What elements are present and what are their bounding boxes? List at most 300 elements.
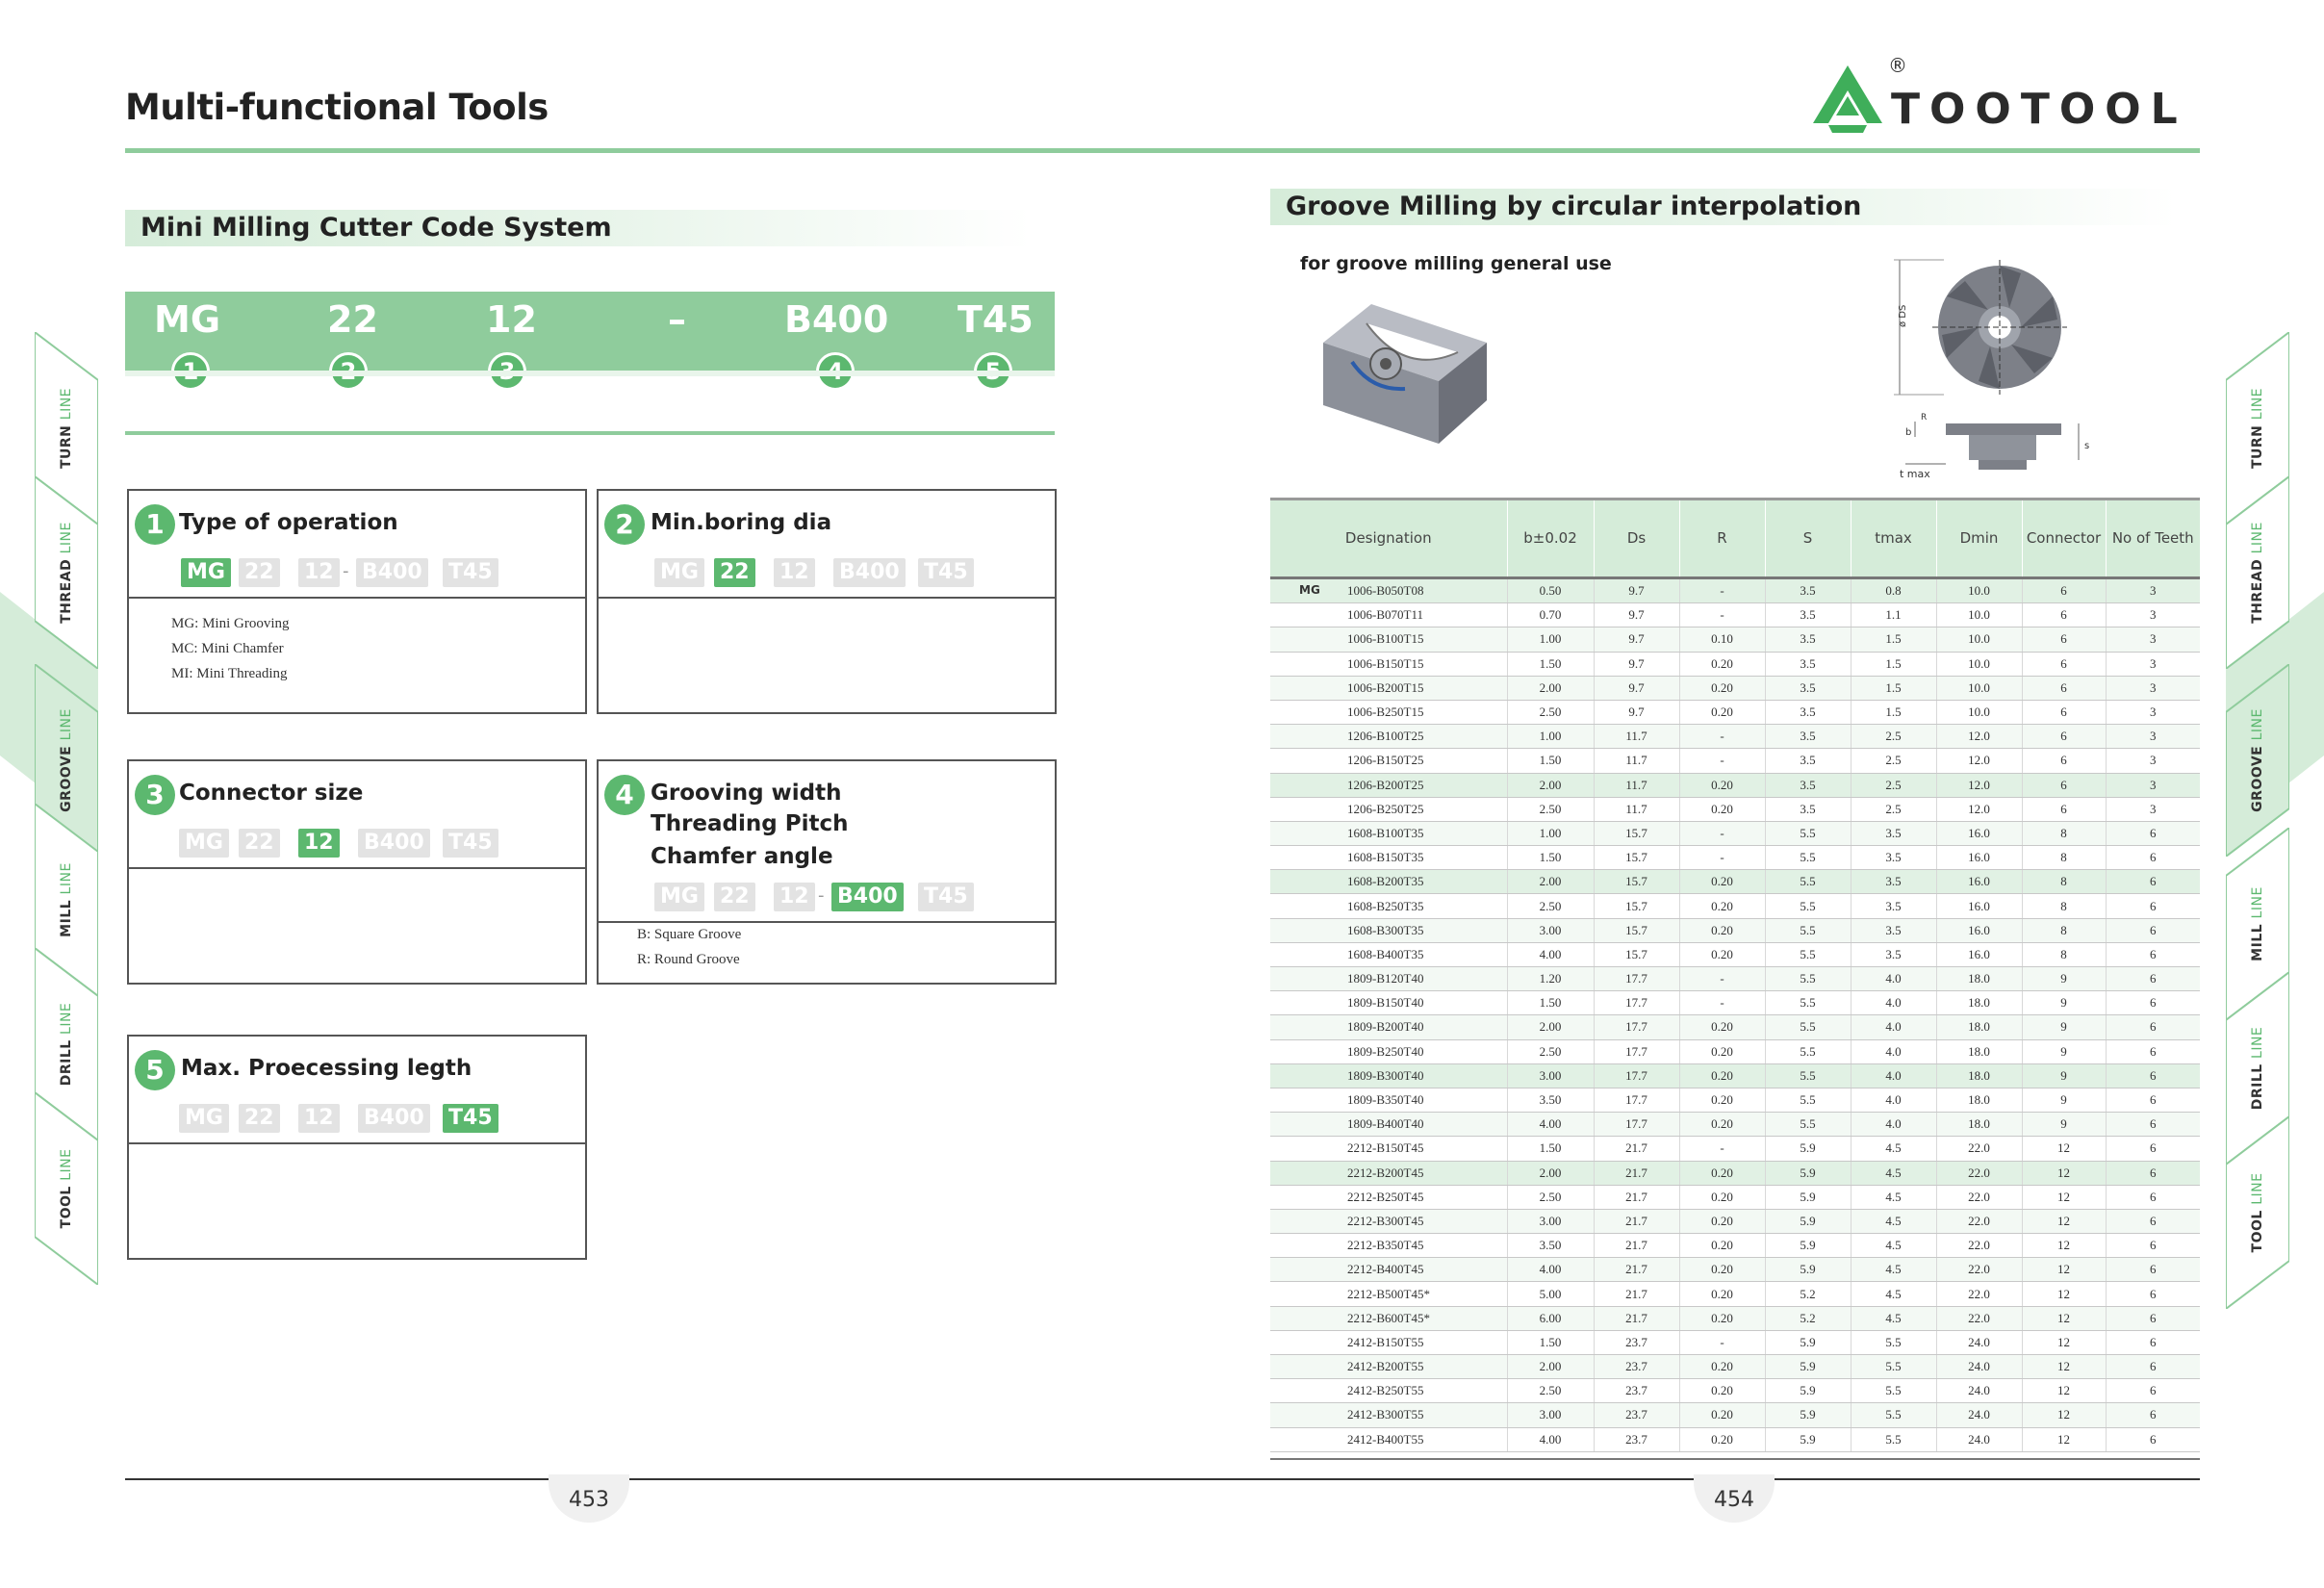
designation-cell	[1270, 991, 1507, 1015]
table-cell: 8	[2022, 846, 2106, 870]
table-cell: 18.0	[1936, 991, 2022, 1015]
table-cell: 6	[2106, 1137, 2200, 1161]
registered-mark: ®	[1888, 54, 1907, 77]
table-cell: 5.5	[1851, 1330, 1936, 1354]
table-cell: -	[1679, 967, 1765, 991]
table-cell: 12	[2022, 1379, 2106, 1403]
table-cell: 6	[2106, 1282, 2200, 1306]
table-cell: 5.5	[1765, 846, 1851, 870]
designation-cell	[1270, 578, 1507, 603]
table-cell: 16.0	[1936, 942, 2022, 966]
table-cell: 11.7	[1594, 725, 1679, 749]
table-cell: 5.5	[1765, 821, 1851, 845]
table-row	[1270, 991, 2200, 1015]
table-cell: 16.0	[1936, 870, 2022, 894]
designation-value: 2412-B150T55	[1347, 1334, 1424, 1349]
table-cell: 12	[2022, 1137, 2106, 1161]
table-cell: 21.7	[1594, 1306, 1679, 1330]
box5-divider	[129, 1142, 585, 1144]
box1-desc-1: MG: Mini Grooving	[171, 616, 290, 631]
table-cell: 9	[2022, 991, 2106, 1015]
table-cell: 5.5	[1765, 967, 1851, 991]
table-cell: 22.0	[1936, 1306, 2022, 1330]
table-cell: 4.0	[1851, 1015, 1936, 1039]
table-cell: 15.7	[1594, 846, 1679, 870]
chip-t45: T45	[918, 558, 974, 587]
table-cell: 0.20	[1679, 797, 1765, 821]
table-cell: 11.7	[1594, 773, 1679, 797]
chip-sep: -	[818, 885, 825, 906]
table-cell: 4.5	[1851, 1161, 1936, 1185]
col-header: Ds	[1594, 499, 1679, 578]
table-cell: 12	[2022, 1234, 2106, 1258]
box-grooving-width	[597, 759, 1057, 985]
table-cell: 0.20	[1679, 1234, 1765, 1258]
table-cell: 10.0	[1936, 676, 2022, 700]
table-cell: 2.00	[1507, 1161, 1594, 1185]
table-cell: 3.5	[1765, 773, 1851, 797]
side-tab-drill-left[interactable]	[35, 948, 98, 1092]
table-cell: 10.0	[1936, 700, 2022, 724]
designation-cell	[1270, 676, 1507, 700]
table-cell: 5.9	[1765, 1137, 1851, 1161]
box3-number: 3	[135, 775, 175, 815]
col-header: S	[1765, 499, 1851, 578]
table-cell: 3	[2106, 628, 2200, 652]
side-tab-mill-right[interactable]	[2226, 828, 2289, 972]
designation-cell	[1270, 700, 1507, 724]
table-cell: 9.7	[1594, 700, 1679, 724]
table-cell: 5.5	[1765, 1088, 1851, 1112]
chip-b400: B400	[358, 829, 430, 858]
side-tab-label: TOOL LINE	[2250, 1172, 2265, 1253]
chip-22: 22	[239, 558, 280, 587]
table-cell: 5.5	[1765, 870, 1851, 894]
designation-value: 2212-B400T45	[1347, 1262, 1424, 1277]
box5-title: Max. Proecessing legth	[181, 1056, 472, 1081]
designation-cell	[1270, 1088, 1507, 1112]
table-cell: 2.5	[1851, 749, 1936, 773]
designation-value: 1809-B150T40	[1347, 995, 1424, 1011]
table-cell: 6	[2022, 700, 2106, 724]
table-cell: 4.0	[1851, 1063, 1936, 1088]
table-cell: 6	[2106, 894, 2200, 918]
designation-value: 2412-B250T55	[1347, 1383, 1424, 1398]
table-cell: 6	[2022, 749, 2106, 773]
table-cell: 0.20	[1679, 1161, 1765, 1185]
table-cell: 9.7	[1594, 578, 1679, 603]
designation-cell	[1270, 628, 1507, 652]
designation-cell	[1270, 1161, 1507, 1185]
table-cell: 2.5	[1851, 797, 1936, 821]
table-cell: 22.0	[1936, 1137, 2022, 1161]
chip-22: 22	[239, 1104, 280, 1133]
table-cell: 3.5	[1765, 725, 1851, 749]
table-cell: 0.20	[1679, 700, 1765, 724]
table-cell: 23.7	[1594, 1330, 1679, 1354]
table-cell: 9	[2022, 1039, 2106, 1063]
table-cell: 1.50	[1507, 749, 1594, 773]
designation-value: 2212-B600T45*	[1347, 1310, 1430, 1325]
table-cell: 6	[2106, 1234, 2200, 1258]
table-cell: 6	[2106, 1355, 2200, 1379]
table-cell: 6	[2106, 1306, 2200, 1330]
designation-cell	[1270, 1039, 1507, 1063]
table-cell: 2.00	[1507, 773, 1594, 797]
designation-value: 1608-B200T35	[1347, 874, 1424, 889]
box4-title-1: Grooving width	[651, 781, 842, 806]
table-row	[1270, 942, 2200, 966]
table-cell: -	[1679, 725, 1765, 749]
table-cell: 1.20	[1507, 967, 1594, 991]
table-cell: 3.5	[1851, 870, 1936, 894]
table-cell: 10.0	[1936, 628, 2022, 652]
table-cell: 8	[2022, 894, 2106, 918]
side-tab-turn-right[interactable]	[2226, 332, 2289, 476]
col-header: Dmin	[1936, 499, 2022, 578]
table-cell: 8	[2022, 942, 2106, 966]
table-cell: 5.5	[1765, 1015, 1851, 1039]
table-cell: 22.0	[1936, 1209, 2022, 1233]
header-rule	[125, 148, 2200, 153]
table-cell: 18.0	[1936, 1063, 2022, 1088]
table-cell: 9.7	[1594, 603, 1679, 628]
page-number-right: 454	[1694, 1474, 1775, 1523]
table-cell: 4.5	[1851, 1234, 1936, 1258]
table-cell: 18.0	[1936, 1039, 2022, 1063]
table-row	[1270, 1063, 2200, 1088]
designation-cell	[1270, 870, 1507, 894]
table-cell: 11.7	[1594, 797, 1679, 821]
col-header: Designation	[1270, 499, 1507, 578]
table-cell: 5.5	[1765, 1063, 1851, 1088]
table-cell: 21.7	[1594, 1282, 1679, 1306]
table-cell: 1.50	[1507, 1137, 1594, 1161]
table-cell: 3.00	[1507, 1063, 1594, 1088]
side-tab-drill-right[interactable]	[2226, 972, 2289, 1116]
box2-divider	[599, 597, 1055, 599]
table-row	[1270, 1258, 2200, 1282]
code-token-2: 22	[327, 298, 378, 341]
tmax-label: t max	[1900, 468, 1930, 480]
table-cell: 3	[2106, 797, 2200, 821]
table-row	[1270, 578, 2200, 603]
side-tab-tool-left[interactable]	[35, 1092, 98, 1237]
table-row	[1270, 1185, 2200, 1209]
table-row	[1270, 652, 2200, 676]
table-row	[1270, 773, 2200, 797]
code-bar	[125, 292, 1055, 371]
table-cell: 1.1	[1851, 603, 1936, 628]
table-cell: 3.5	[1765, 628, 1851, 652]
chip-12: 12	[298, 558, 340, 587]
designation-value: 1608-B150T35	[1347, 850, 1424, 865]
table-cell: 16.0	[1936, 821, 2022, 845]
side-tab-groove-left[interactable]	[35, 664, 98, 812]
table-cell: 6	[2022, 797, 2106, 821]
chip-t45: T45	[443, 558, 498, 587]
table-cell: 10.0	[1936, 652, 2022, 676]
table-cell: 0.20	[1679, 1185, 1765, 1209]
table-cell: 5.5	[1765, 1039, 1851, 1063]
side-tab-tool-right[interactable]	[2226, 1116, 2289, 1261]
side-tab-label: DRILL LINE	[59, 1002, 74, 1087]
table-cell: 17.7	[1594, 1088, 1679, 1112]
side-tab-label: MILL LINE	[2250, 886, 2265, 961]
designation-value: 1006-B100T15	[1347, 631, 1424, 647]
table-bottom-rule	[1270, 1458, 2200, 1460]
designation-value: 1006-B070T11	[1347, 607, 1423, 623]
table-cell: 5.9	[1765, 1234, 1851, 1258]
page-number-left: 453	[549, 1474, 629, 1523]
chip-12: 12	[298, 829, 340, 858]
designation-value: 2212-B500T45*	[1347, 1286, 1430, 1301]
table-cell: 0.20	[1679, 652, 1765, 676]
table-cell: 3.5	[1765, 676, 1851, 700]
table-row	[1270, 1015, 2200, 1039]
table-cell: 5.00	[1507, 1282, 1594, 1306]
chip-b400: B400	[358, 1104, 430, 1133]
table-cell: 2.50	[1507, 1185, 1594, 1209]
designation-cell	[1270, 1379, 1507, 1403]
table-cell: 3.5	[1765, 603, 1851, 628]
table-cell: 5.5	[1765, 942, 1851, 966]
designation-value: 1809-B120T40	[1347, 971, 1424, 986]
table-cell: 0.8	[1851, 578, 1936, 603]
table-cell: 12.0	[1936, 797, 2022, 821]
col-header: tmax	[1851, 499, 1936, 578]
chip-mg: MG	[179, 829, 229, 858]
table-cell: 23.7	[1594, 1427, 1679, 1451]
table-cell: 12.0	[1936, 773, 2022, 797]
table-cell: 4.0	[1851, 967, 1936, 991]
table-cell: 2.5	[1851, 725, 1936, 749]
table-cell: 0.20	[1679, 918, 1765, 942]
code-token-5: T45	[958, 298, 1034, 341]
table-cell: 12.0	[1936, 725, 2022, 749]
table-cell: 0.20	[1679, 1403, 1765, 1427]
code-system-title: Mini Milling Cutter Code System	[125, 210, 1032, 246]
table-cell: 6	[2022, 578, 2106, 603]
side-tab-mill-left[interactable]	[35, 804, 98, 948]
table-cell: 0.20	[1679, 1015, 1765, 1039]
table-cell: 18.0	[1936, 1015, 2022, 1039]
side-tab-label: GROOVE LINE	[2250, 708, 2265, 812]
side-tab-thread-right[interactable]	[2226, 476, 2289, 624]
designation-cell	[1270, 1185, 1507, 1209]
table-cell: 9	[2022, 1063, 2106, 1088]
table-row	[1270, 1355, 2200, 1379]
table-row	[1270, 1306, 2200, 1330]
table-cell: 3.00	[1507, 1209, 1594, 1233]
side-tab-turn-left[interactable]	[35, 332, 98, 476]
table-cell: 12	[2022, 1161, 2106, 1185]
table-cell: 3.5	[1765, 652, 1851, 676]
table-cell: 5.9	[1765, 1161, 1851, 1185]
table-cell: 3	[2106, 676, 2200, 700]
table-cell: 12	[2022, 1258, 2106, 1282]
table-cell: 1.00	[1507, 628, 1594, 652]
table-cell: 1.50	[1507, 846, 1594, 870]
table-cell: 2.50	[1507, 1379, 1594, 1403]
table-cell: 8	[2022, 870, 2106, 894]
table-cell: 6	[2022, 725, 2106, 749]
table-cell: 0.10	[1679, 628, 1765, 652]
designation-cell	[1270, 918, 1507, 942]
table-cell: 1.5	[1851, 628, 1936, 652]
table-cell: 3.5	[1851, 918, 1936, 942]
usage-caption: for groove milling general use	[1300, 253, 1612, 274]
table-cell: 21.7	[1594, 1161, 1679, 1185]
side-tab-thread-left[interactable]	[35, 476, 98, 624]
table-cell: 0.20	[1679, 1355, 1765, 1379]
table-cell: 22.0	[1936, 1282, 2022, 1306]
table-cell: 15.7	[1594, 918, 1679, 942]
table-cell: 12	[2022, 1306, 2106, 1330]
designation-cell	[1270, 1427, 1507, 1451]
designation-value: 1006-B250T15	[1347, 704, 1424, 720]
table-cell: -	[1679, 1330, 1765, 1354]
table-row	[1270, 749, 2200, 773]
table-row	[1270, 870, 2200, 894]
table-cell: 1.50	[1507, 1330, 1594, 1354]
chip-t45: T45	[918, 883, 974, 911]
table-cell: 0.20	[1679, 773, 1765, 797]
table-cell: 5.5	[1851, 1355, 1936, 1379]
table-cell: 3	[2106, 700, 2200, 724]
workpiece-illustration	[1314, 285, 1496, 448]
table-row	[1270, 1161, 2200, 1185]
table-cell: 1.50	[1507, 991, 1594, 1015]
side-tab-label: DRILL LINE	[2250, 1026, 2265, 1111]
table-cell: 4.5	[1851, 1282, 1936, 1306]
table-cell: 9	[2022, 1113, 2106, 1137]
designation-cell	[1270, 725, 1507, 749]
table-cell: 3.5	[1765, 700, 1851, 724]
table-cell: 17.7	[1594, 991, 1679, 1015]
table-cell: 4.0	[1851, 1113, 1936, 1137]
code-token-1: MG	[154, 298, 221, 341]
table-cell: 6	[2022, 628, 2106, 652]
designation-value: 1809-B250T40	[1347, 1043, 1424, 1059]
table-cell: 2.00	[1507, 870, 1594, 894]
table-cell: 1.00	[1507, 821, 1594, 845]
table-cell: 0.20	[1679, 1063, 1765, 1088]
table-cell: 15.7	[1594, 894, 1679, 918]
designation-value: 1206-B100T25	[1347, 729, 1424, 744]
table-cell: 3.5	[1851, 821, 1936, 845]
table-cell: 6	[2106, 846, 2200, 870]
table-cell: 5.9	[1765, 1427, 1851, 1451]
specification-table	[1270, 498, 2200, 1452]
table-cell: -	[1679, 991, 1765, 1015]
chip-t45: T45	[443, 1104, 498, 1133]
table-cell: 23.7	[1594, 1403, 1679, 1427]
table-cell: 3.50	[1507, 1088, 1594, 1112]
chip-b400: B400	[831, 883, 904, 911]
table-cell: 17.7	[1594, 1039, 1679, 1063]
footer-rule	[125, 1478, 2200, 1480]
side-tab-label: MILL LINE	[59, 862, 74, 937]
table-cell: 3.00	[1507, 918, 1594, 942]
page-title: Multi-functional Tools	[125, 87, 549, 128]
designation-value: 1809-B400T40	[1347, 1116, 1424, 1132]
table-cell: 2.50	[1507, 797, 1594, 821]
box1-desc-2: MC: Mini Chamfer	[171, 641, 284, 656]
table-cell: 3.5	[1765, 749, 1851, 773]
table-cell: 17.7	[1594, 1113, 1679, 1137]
designation-cell	[1270, 894, 1507, 918]
designation-cell	[1270, 1282, 1507, 1306]
table-cell: -	[1679, 578, 1765, 603]
chip-mg: MG	[654, 883, 704, 911]
table-cell: 6	[2106, 1088, 2200, 1112]
table-cell: 3.50	[1507, 1234, 1594, 1258]
table-cell: 3.5	[1851, 894, 1936, 918]
box4-divider	[599, 921, 1055, 923]
table-cell: 12	[2022, 1427, 2106, 1451]
table-row	[1270, 846, 2200, 870]
table-cell: 24.0	[1936, 1379, 2022, 1403]
table-cell: 4.5	[1851, 1306, 1936, 1330]
table-cell: 0.20	[1679, 1258, 1765, 1282]
designation-cell	[1270, 1063, 1507, 1088]
groove-milling-title: Groove Milling by circular interpolation	[1270, 189, 2177, 225]
col-header: b±0.02	[1507, 499, 1594, 578]
table-cell: 6.00	[1507, 1306, 1594, 1330]
table-cell: 2.00	[1507, 1355, 1594, 1379]
table-cell: 10.0	[1936, 578, 2022, 603]
chip-22: 22	[714, 883, 755, 911]
box4-desc-2: R: Round Groove	[637, 952, 740, 967]
r-label: R	[1921, 413, 1928, 423]
table-cell: 6	[2106, 1258, 2200, 1282]
table-row	[1270, 967, 2200, 991]
table-cell: 18.0	[1936, 967, 2022, 991]
designation-cell	[1270, 1355, 1507, 1379]
designation-cell	[1270, 821, 1507, 845]
table-cell: 9.7	[1594, 676, 1679, 700]
chip-22: 22	[239, 829, 280, 858]
table-cell: 3.5	[1765, 797, 1851, 821]
side-tab-label: TURN LINE	[2250, 387, 2265, 470]
table-cell: 15.7	[1594, 870, 1679, 894]
chip-12: 12	[774, 558, 815, 587]
tootool-logo-icon	[1809, 60, 1886, 137]
table-cell: 5.9	[1765, 1379, 1851, 1403]
table-cell: 0.20	[1679, 1113, 1765, 1137]
table-row	[1270, 1282, 2200, 1306]
table-cell: 2.00	[1507, 676, 1594, 700]
side-tab-groove-right[interactable]	[2226, 664, 2289, 812]
box4-title-3: Chamfer angle	[651, 844, 833, 869]
table-cell: 0.20	[1679, 894, 1765, 918]
table-row	[1270, 676, 2200, 700]
code-rule	[125, 431, 1055, 435]
table-cell: 0.20	[1679, 1427, 1765, 1451]
designation-cell	[1270, 797, 1507, 821]
col-header: R	[1679, 499, 1765, 578]
chip-22: 22	[714, 558, 755, 587]
table-cell: 15.7	[1594, 821, 1679, 845]
designation-value: 2412-B200T55	[1347, 1359, 1424, 1374]
b-label: b	[1905, 427, 1912, 438]
table-cell: 24.0	[1936, 1427, 2022, 1451]
table-row	[1270, 1039, 2200, 1063]
ds-label: ø DS	[1898, 304, 1908, 327]
chip-12: 12	[774, 883, 815, 911]
table-cell: 5.5	[1851, 1427, 1936, 1451]
